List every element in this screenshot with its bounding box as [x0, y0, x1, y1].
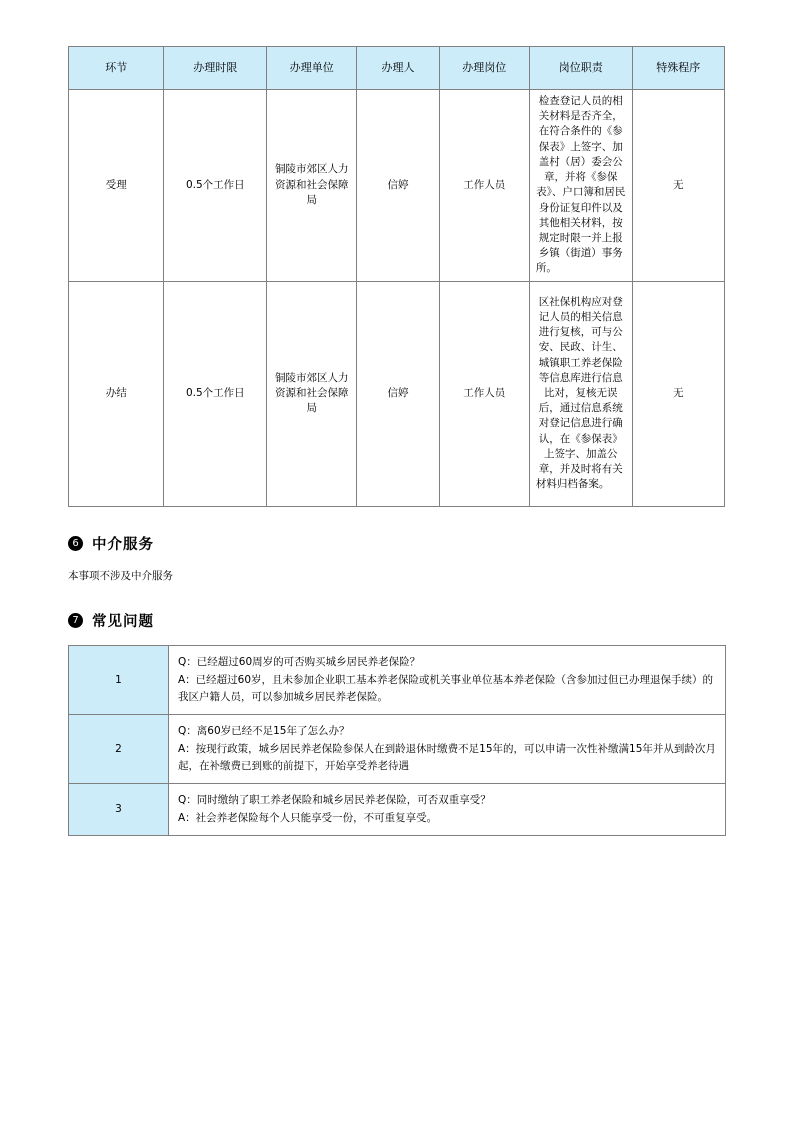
col-header-limit: 办理时限 — [164, 47, 267, 90]
table-row — [69, 90, 725, 282]
section-heading-agency-service — [68, 533, 725, 554]
cell-unit: 铜陵市郊区人力资源和社会保障局 — [267, 90, 357, 282]
faq-content — [169, 784, 726, 836]
table-row — [69, 715, 726, 784]
section-number-badge: 7 — [68, 613, 83, 628]
faq-question: Q：同时缴纳了职工养老保险和城乡居民养老保险，可否双重享受？ — [178, 794, 491, 807]
cell-unit: 铜陵市郊区人力资源和社会保障局 — [267, 281, 357, 506]
faq-index: 2 — [69, 715, 169, 784]
table-row — [69, 281, 725, 506]
faq-answer: A：按现行政策，城乡居民养老保险参保人在到龄退休时缴费不足15年的，可以申请一次性补缴满15年并从到龄次月起，在补缴费已到账的前提下，开始享受养老待遇 — [178, 742, 716, 772]
process-table — [68, 46, 725, 507]
faq-content — [169, 646, 726, 715]
faq-content — [169, 715, 726, 784]
col-header-duty: 岗位职责 — [529, 47, 632, 90]
col-header-post: 办理岗位 — [439, 47, 529, 90]
faq-index: 1 — [69, 646, 169, 715]
faq-index: 3 — [69, 784, 169, 836]
col-header-special: 特殊程序 — [632, 47, 724, 90]
cell-limit: 0.5个工作日 — [164, 90, 267, 282]
cell-duty: 检查登记人员的相关材料是否齐全，在符合条件的《参保表》上签字、加盖村（居）委会公章，并将《参保表》、户口簿和居民身份证复印件以及其他相关材料，按规定时限一并上报乡镇（街道）事务所。 — [529, 90, 632, 282]
faq-answer: A：已经超过60岁，且未参加企业职工基本养老保险或机关事业单位基本养老保险（含参加过但已办理退保手续）的我区户籍人员，可以参加城乡居民养老保险。 — [178, 673, 714, 704]
section-title: 常见问题 — [92, 614, 154, 631]
faq-table — [68, 645, 726, 836]
section-title: 中介服务 — [92, 536, 154, 553]
table-header-row — [69, 47, 725, 90]
faq-answer: A：社会养老保险每个人只能享受一份，不可重复享受。 — [178, 811, 438, 824]
faq-question: Q：已经超过60周岁的可否购买城乡居民养老保险？ — [178, 656, 421, 669]
cell-step: 受理 — [69, 90, 164, 282]
section-heading-faq — [68, 610, 725, 631]
cell-person: 信婷 — [357, 90, 439, 282]
cell-step: 办结 — [69, 281, 164, 506]
cell-post: 工作人员 — [439, 281, 529, 506]
col-header-unit: 办理单位 — [267, 47, 357, 90]
col-header-step: 环节 — [69, 47, 164, 90]
cell-post: 工作人员 — [439, 90, 529, 282]
cell-limit: 0.5个工作日 — [164, 281, 267, 506]
cell-special: 无 — [632, 90, 724, 282]
faq-question: Q：离60岁已经不足15年了怎么办？ — [178, 725, 350, 738]
cell-duty: 区社保机构应对登记人员的相关信息进行复核，可与公安、民政、计生、城镇职工养老保险等信息库进行信息比对，复核无误后，通过信息系统对登记信息进行确认，在《参保表》上签字、加盖公章，并及时将有关材料归档备案。 — [529, 281, 632, 506]
col-header-person: 办理人 — [357, 47, 439, 90]
table-row — [69, 646, 726, 715]
cell-special: 无 — [632, 281, 724, 506]
section-number-badge: 6 — [68, 536, 83, 551]
table-row — [69, 784, 726, 836]
cell-person: 信婷 — [357, 281, 439, 506]
section-body-agency-service: 本事项不涉及中介服务 — [68, 569, 173, 582]
